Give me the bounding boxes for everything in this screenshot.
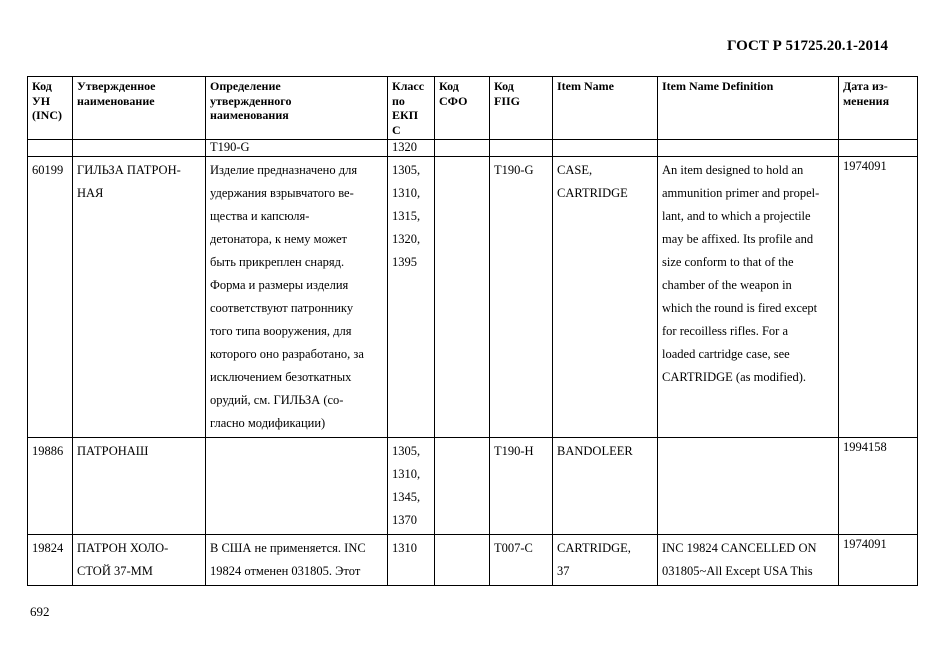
cell-line: CARTRIDGE (as modified). — [662, 370, 807, 384]
specification-table — [27, 76, 918, 586]
table-row — [28, 535, 918, 586]
cell-line: утвержденного — [210, 93, 292, 108]
cell-line: 031805~All Except USA This — [662, 564, 813, 578]
cell-line: CASE, — [557, 163, 593, 177]
column-header-class — [388, 77, 435, 140]
cell-item-name-definition — [658, 140, 839, 157]
cell-line: Item Name — [557, 79, 614, 93]
cell-line: 1305, — [392, 163, 421, 177]
cell-approved-name — [73, 157, 206, 438]
cell-line: 60199 — [32, 163, 64, 177]
cell-line: наименование — [77, 93, 155, 108]
table-body — [28, 140, 918, 586]
cell-definition — [206, 535, 388, 586]
cell-class — [388, 438, 435, 535]
cell-line: которого оно разработано, за — [210, 347, 364, 361]
cell-fiig-code — [490, 157, 553, 438]
cell-line: 1320 — [392, 140, 417, 154]
cell-line: быть прикреплен снаряд. — [210, 255, 345, 269]
cell-line: 37 — [557, 564, 570, 578]
cell-line: size conform to that of the — [662, 255, 794, 269]
cell-line: Код — [494, 79, 514, 93]
cell-line: T190-G — [494, 163, 534, 177]
cell-line: may be affixed. Its profile and — [662, 232, 814, 246]
cell-line: (INC) — [32, 108, 62, 122]
page-number: 692 — [30, 604, 50, 619]
cell-sfo-code — [435, 438, 490, 535]
cell-change-date — [839, 535, 918, 586]
cell-line: В США не применяется. INC — [210, 541, 366, 555]
cell-line: удержания взрывчатого ве- — [210, 186, 354, 200]
cell-line: 1315, — [392, 209, 421, 223]
cell-sfo-code — [435, 140, 490, 157]
cell-line: CARTRIDGE, — [557, 541, 631, 555]
cell-item-name — [553, 535, 658, 586]
cell-sfo-code — [435, 535, 490, 586]
cell-line: 19886 — [32, 444, 64, 458]
cell-line: ПАТРОН ХОЛО- — [77, 541, 169, 555]
cell-fiig-code — [490, 535, 553, 586]
cell-line: 19824 — [32, 541, 64, 555]
cell-line: СТОЙ 37-ММ — [77, 564, 153, 578]
cell-inc-code — [28, 535, 73, 586]
column-header-change-date — [839, 77, 918, 140]
table-row — [28, 438, 918, 535]
cell-line: щества и капсюля- — [210, 209, 310, 223]
cell-line: НАЯ — [77, 186, 104, 200]
cell-line: УН — [32, 93, 51, 108]
cell-item-name — [553, 438, 658, 535]
cell-sfo-code — [435, 157, 490, 438]
cell-change-date — [839, 140, 918, 157]
cell-line: Item Name Definition — [662, 79, 774, 93]
cell-line: гласно модификации) — [210, 416, 326, 430]
cell-inc-code — [28, 140, 73, 157]
cell-line: 1395 — [392, 255, 417, 269]
cell-approved-name — [73, 438, 206, 535]
cell-line: менения — [843, 93, 890, 108]
cell-class — [388, 535, 435, 586]
cell-line: T007-C — [494, 541, 533, 555]
cell-line: 1310, — [392, 186, 421, 200]
column-header-definition — [206, 77, 388, 140]
cell-line: 1310, — [392, 467, 421, 481]
cell-line: по — [392, 93, 405, 108]
cell-line: исключением безоткатных — [210, 370, 352, 384]
cell-inc-code — [28, 157, 73, 438]
cell-line: BANDOLEER — [557, 444, 633, 458]
cell-change-date — [839, 157, 918, 438]
cell-line: 1974091 — [843, 159, 887, 173]
cell-approved-name — [73, 535, 206, 586]
table-header-row — [28, 77, 918, 140]
column-header-inc-code — [28, 77, 73, 140]
cell-definition — [206, 438, 388, 535]
table-row — [28, 157, 918, 438]
cell-line: Изделие предназначено для — [210, 163, 358, 177]
cell-line: С — [392, 122, 401, 137]
column-header-sfo-code — [435, 77, 490, 140]
cell-line: детонатора, к нему может — [210, 232, 348, 246]
cell-approved-name — [73, 140, 206, 157]
cell-line: 1345, — [392, 490, 421, 504]
column-header-approved-name — [73, 77, 206, 140]
cell-line: того типа вооружения, для — [210, 324, 352, 338]
column-header-fiig-code — [490, 77, 553, 140]
cell-line: соответствуют патроннику — [210, 301, 354, 315]
cell-class — [388, 157, 435, 438]
cell-line: наименования — [210, 108, 289, 122]
cell-line: 1994158 — [843, 440, 887, 454]
cell-line: chamber of the weapon in — [662, 278, 792, 292]
cell-line: Утвержденное — [77, 79, 156, 93]
cell-line: 19824 отменен 031805. Этот — [210, 564, 361, 578]
cell-definition — [206, 140, 388, 157]
cell-line: An item designed to hold an — [662, 163, 804, 177]
cell-line: loaded cartridge case, see — [662, 347, 790, 361]
cell-definition — [206, 157, 388, 438]
cell-line: 1320, — [392, 232, 421, 246]
cell-fiig-code — [490, 140, 553, 157]
cell-line: орудий, см. ГИЛЬЗА (со- — [210, 393, 344, 407]
cell-line: 1370 — [392, 513, 417, 527]
table-row — [28, 140, 918, 157]
cell-line: lant, and to which a projectile — [662, 209, 811, 223]
cell-line: ПАТРОНАШ — [77, 444, 149, 458]
cell-line: 1305, — [392, 444, 421, 458]
cell-fiig-code — [490, 438, 553, 535]
cell-line: Код — [439, 79, 459, 93]
cell-class — [388, 140, 435, 157]
cell-line: CARTRIDGE — [557, 186, 628, 200]
cell-line: 1310 — [392, 541, 417, 555]
cell-item-name-definition — [658, 157, 839, 438]
cell-line: INC 19824 CANCELLED ON — [662, 541, 817, 555]
cell-line: ammunition primer and propel- — [662, 186, 820, 200]
cell-change-date — [839, 438, 918, 535]
cell-line: T190-G — [210, 140, 250, 154]
cell-line: Код — [32, 79, 52, 93]
column-header-item-name — [553, 77, 658, 140]
cell-line: ГИЛЬЗА ПАТРОН- — [77, 163, 181, 177]
cell-line: Форма и размеры изделия — [210, 278, 349, 292]
cell-line: ЕКП — [392, 108, 419, 122]
cell-line: T190-H — [494, 444, 534, 458]
cell-line: Дата из- — [843, 79, 888, 93]
column-header-item-name-definition — [658, 77, 839, 140]
cell-line: Определение — [210, 79, 281, 93]
cell-item-name — [553, 140, 658, 157]
cell-line: 1974091 — [843, 537, 887, 551]
document-standard-header: ГОСТ Р 51725.20.1-2014 — [726, 38, 888, 54]
cell-item-name — [553, 157, 658, 438]
cell-line: for recoilless rifles. For a — [662, 324, 789, 338]
cell-item-name-definition — [658, 438, 839, 535]
cell-inc-code — [28, 438, 73, 535]
cell-line: which the round is fired except — [662, 301, 818, 315]
cell-line: СФО — [439, 93, 468, 108]
cell-line: FIIG — [494, 93, 521, 108]
cell-item-name-definition — [658, 535, 839, 586]
cell-line: Класс — [392, 79, 425, 93]
